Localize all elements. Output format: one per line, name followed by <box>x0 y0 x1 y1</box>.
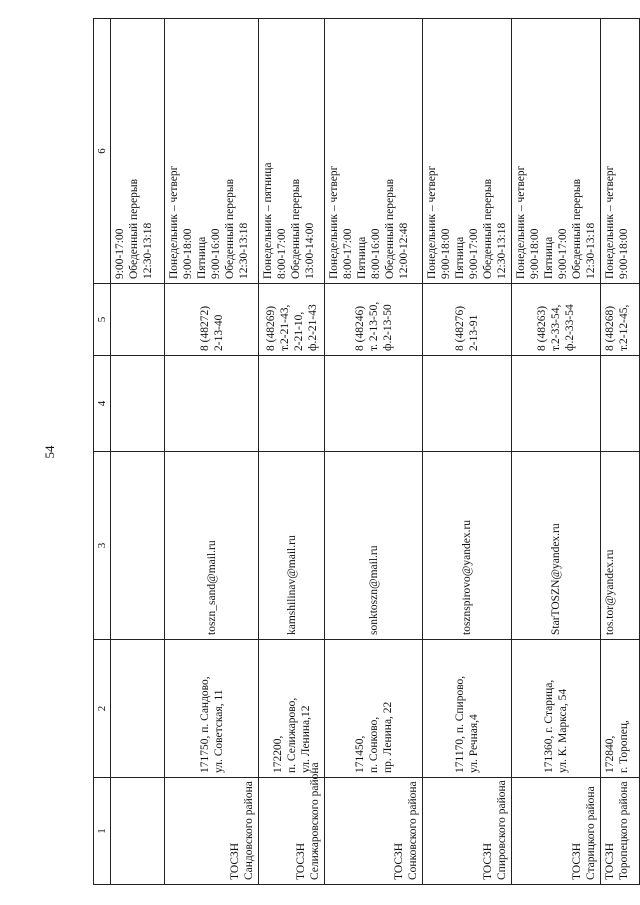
cell-line: Торопецкого района <box>618 781 630 880</box>
cell-line: 12:30-13:18 <box>238 222 250 279</box>
email-cell <box>601 452 640 640</box>
hours-cell <box>165 19 259 284</box>
cell-line: Понедельник – четверг <box>515 165 527 279</box>
address-cell <box>111 640 165 778</box>
page-number: 54 <box>42 445 57 459</box>
cell-line: Обеденный перерыв <box>290 179 302 279</box>
phone-cell <box>111 284 165 356</box>
cell-line: т.2-33-54, <box>550 304 562 351</box>
cell-line: Старицкого района <box>585 786 597 880</box>
cell-line: 2-21-10, <box>292 311 305 351</box>
address-cell <box>601 640 640 778</box>
cell-line: 12:30-13:18 <box>585 222 597 279</box>
cell-line: 8:00-17:00 <box>276 228 288 279</box>
cell-line: Понедельник – четверг <box>604 165 616 279</box>
cell-line: 171450, <box>353 735 366 773</box>
cell-line: Сонковского района <box>407 781 419 880</box>
cell-line: 12:30-13:18 <box>496 222 508 279</box>
table-row <box>423 19 512 885</box>
cell-line: 8:00-16:00 <box>370 228 382 279</box>
header-cell: 2 <box>94 640 111 778</box>
cell-line: 9:00-18:00 <box>182 228 194 279</box>
cell-line: п. Сонково, <box>367 716 380 773</box>
name-cell <box>111 778 165 885</box>
empty-cell <box>165 356 259 452</box>
cell-line: kamshilinav@mail.ru <box>285 535 298 635</box>
table-row <box>601 19 640 885</box>
empty-cell <box>259 356 325 452</box>
cell-line: tos.tor@yandex.ru <box>604 549 616 635</box>
phone-cell <box>423 284 512 356</box>
address-cell <box>423 640 512 778</box>
cell-line: Сандовского района <box>243 781 255 880</box>
email-cell <box>325 452 423 640</box>
cell-line: 8 (48269) <box>264 305 277 351</box>
hours-cell <box>259 19 325 284</box>
cell-line: 9:00-16:00 <box>210 228 222 279</box>
cell-line: StarTOSZN@yandex.ru <box>550 523 562 635</box>
cell-line: Пятница <box>543 236 555 279</box>
rotated-page-content <box>93 19 630 885</box>
address-cell <box>165 640 259 778</box>
cell-line: Понедельник – четверг <box>328 165 340 279</box>
hours-cell <box>601 19 640 284</box>
name-cell <box>512 778 601 885</box>
cell-line: Понедельник – четверг <box>168 165 180 279</box>
name-cell <box>259 762 325 885</box>
cell-line: ул. Ленина,12 <box>299 705 312 773</box>
cell-line: 9:00-17:00 <box>114 228 126 279</box>
cell-line: ТОСЗН <box>229 842 241 880</box>
cell-line: ф.2-13-50 <box>381 304 394 351</box>
cell-line: ТОСЗН <box>482 842 494 880</box>
table-row <box>259 19 325 885</box>
email-cell <box>259 452 325 640</box>
cell-line: 9:00-17:00 <box>557 228 569 279</box>
header-cell: 5 <box>94 284 111 356</box>
cell-line: п. Селижарово, <box>285 697 298 773</box>
email-cell <box>111 452 165 640</box>
cell-line: 2-13-40 <box>212 314 225 351</box>
header-row <box>94 19 111 885</box>
cell-line: 9:00-18:00 <box>618 228 630 279</box>
cell-line: т. 2-13-50, <box>367 301 380 351</box>
cell-line: Селижаровского района <box>309 762 321 880</box>
table-body <box>94 19 640 885</box>
phone-cell <box>512 284 601 356</box>
cell-line: 8 (48268) <box>604 305 616 351</box>
cell-line: ул. Советская, 11 <box>212 689 225 773</box>
cell-line: т.2-12-45, <box>618 304 630 351</box>
cell-line: ТОСЗН <box>571 842 583 880</box>
hours-cell <box>512 19 601 284</box>
cell-line: 9:00-17:00 <box>468 228 480 279</box>
header-cell: 1 <box>94 778 111 885</box>
cell-line: т.2-21-43, <box>278 304 291 351</box>
header-cell: 6 <box>94 19 111 284</box>
cell-line: 13:00-14:00 <box>304 222 316 279</box>
cell-line: Понедельник – четверг <box>426 165 438 279</box>
cell-line: 171360, г. Старица, <box>543 679 555 773</box>
name-cell <box>423 778 512 885</box>
cell-line: toszn_sand@mail.ru <box>205 540 218 635</box>
table-row <box>325 19 423 885</box>
cell-line: Понедельник – пятница <box>262 162 274 279</box>
cell-line: 9:00-18:00 <box>529 228 541 279</box>
cell-line: Пятница <box>454 236 466 279</box>
table-row <box>512 19 601 885</box>
hours-cell <box>111 19 165 284</box>
departments-table <box>93 18 640 885</box>
phone-cell <box>259 284 325 356</box>
header-cell: 4 <box>94 356 111 452</box>
cell-line: 171170, п. Спирово, <box>454 675 466 773</box>
cell-line: 12:30-13:18 <box>142 222 154 279</box>
cell-line: Обеденный перерыв <box>384 179 396 279</box>
cell-line: ф.2-33-54 <box>564 304 576 351</box>
empty-cell <box>111 356 165 452</box>
cell-line: ТОСЗН <box>393 842 405 880</box>
cell-line: tosznspirovo@yandex.ru <box>461 519 473 635</box>
cell-line: 172840, <box>604 735 616 773</box>
empty-cell <box>325 356 423 452</box>
empty-cell <box>423 356 512 452</box>
hours-cell <box>325 19 423 284</box>
table-row <box>165 19 259 885</box>
cell-line: ф.2-21-43 <box>306 304 319 351</box>
address-cell <box>512 640 601 778</box>
cell-line: 12:00-12:48 <box>398 222 410 279</box>
empty-cell <box>512 356 601 452</box>
email-cell <box>512 452 601 640</box>
header-cell: 3 <box>94 452 111 640</box>
name-cell <box>325 778 423 885</box>
cell-line: 172200, <box>271 735 284 773</box>
cell-line: 171750, п. Сандово, <box>198 676 211 773</box>
cell-line: ТОСЗН <box>295 842 307 880</box>
cell-line: 8 (48263) <box>536 305 548 351</box>
cell-line: sonktoszn@mail.ru <box>367 545 380 635</box>
cell-line: 2-13-91 <box>468 314 480 351</box>
cell-line: Обеденный перерыв <box>128 179 140 279</box>
cell-line: 9:00-18:00 <box>440 228 452 279</box>
table-row <box>111 19 165 885</box>
cell-line: Обеденный перерыв <box>482 179 494 279</box>
name-cell <box>601 778 640 885</box>
cell-line: Обеденный перерыв <box>571 179 583 279</box>
cell-line: 8 (48246) <box>353 305 366 351</box>
cell-line: 8:00-17:00 <box>342 228 354 279</box>
cell-line: пр. Ленина, 22 <box>381 701 394 773</box>
cell-line: ул. К. Маркса, 54 <box>557 688 569 773</box>
hours-cell <box>423 19 512 284</box>
cell-line: г. Торопец, <box>618 720 630 773</box>
empty-cell <box>601 356 640 452</box>
cell-line: Пятница <box>356 236 368 279</box>
phone-cell <box>601 284 640 356</box>
cell-line: ул. Речная,4 <box>468 714 480 773</box>
cell-line: 8 (48276) <box>454 305 466 351</box>
cell-line: 8 (48272) <box>198 305 211 351</box>
cell-line: Пятница <box>196 236 208 279</box>
phone-cell <box>165 284 259 356</box>
email-cell <box>423 452 512 640</box>
cell-line: ТОСЗН <box>604 842 616 880</box>
address-cell <box>259 640 325 778</box>
email-cell <box>165 452 259 640</box>
cell-line: Обеденный перерыв <box>224 179 236 279</box>
phone-cell <box>325 284 423 356</box>
name-cell <box>165 778 259 885</box>
address-cell <box>325 640 423 778</box>
cell-line: Спировского района <box>496 780 508 880</box>
